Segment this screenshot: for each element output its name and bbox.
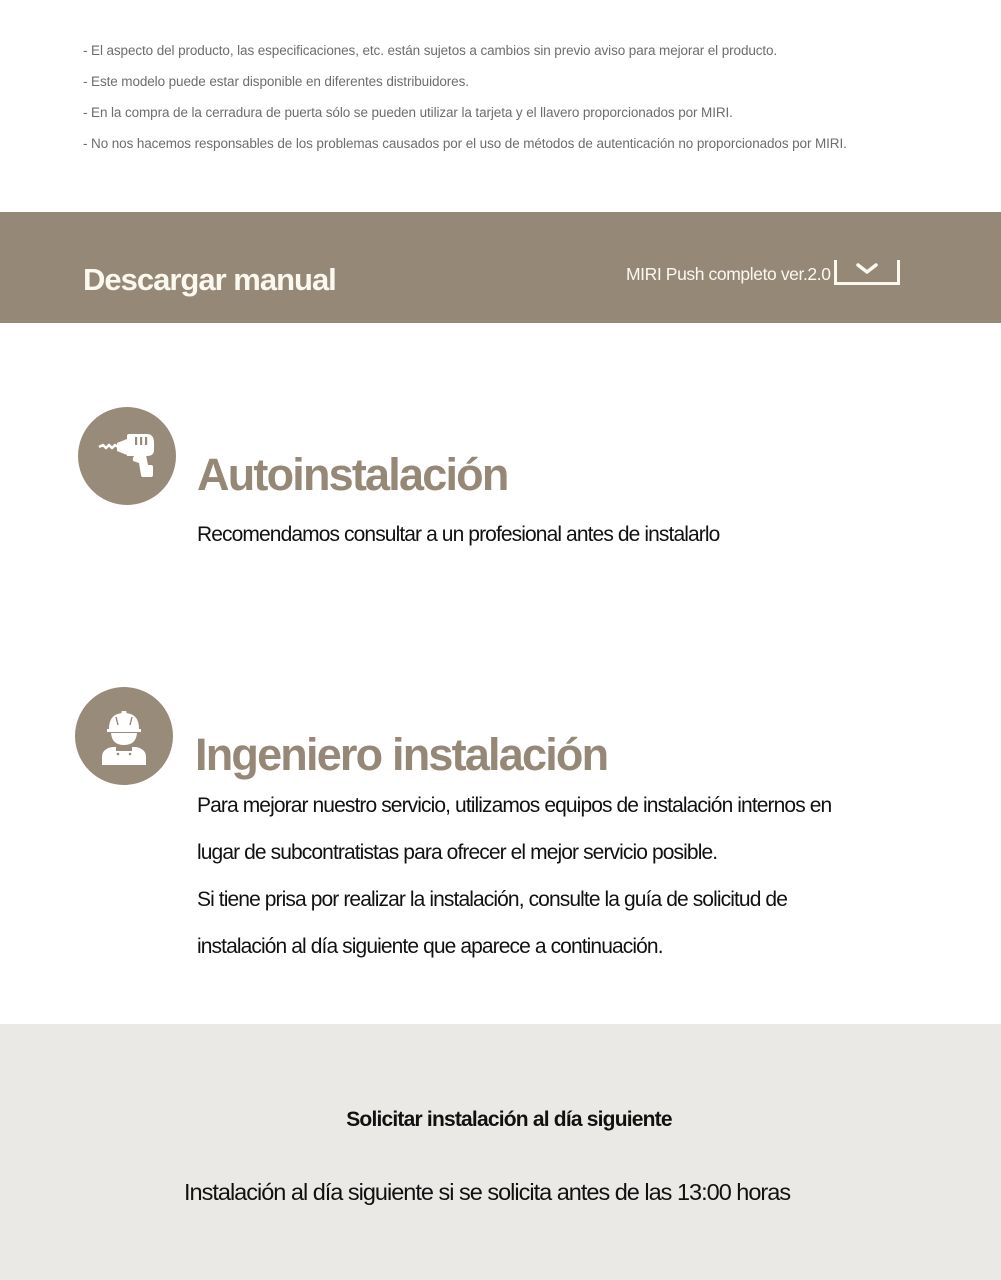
- next-day-install-title: Solicitar instalación al día siguiente: [346, 1108, 672, 1131]
- download-manual-title: Descargar manual: [83, 262, 336, 297]
- next-day-install-note: Instalación al día siguiente si se solicita antes de las 13:00 horas: [184, 1179, 791, 1205]
- notice-item: - El aspecto del producto, las especificaciones, etc. están sujetos a cambios sin previo aviso para mejorar el producto.: [83, 43, 778, 58]
- engineer-text-line: Para mejorar nuestro servicio, utilizamos equipos de instalación internos en: [197, 794, 832, 817]
- notice-item: - No nos hacemos responsables de los problemas causados por el uso de métodos de autenticación no proporcionados por MIRI.: [83, 136, 847, 151]
- drill-icon-badge: [78, 407, 176, 505]
- engineer-icon: [96, 707, 152, 765]
- engineer-text-line: Si tiene prisa por realizar la instalación, consulte la guía de solicitud de: [197, 888, 787, 911]
- download-icon: [834, 260, 900, 285]
- engineer-install-text: [197, 794, 831, 982]
- engineer-text-line: lugar de subcontratistas para ofrecer el mejor servicio posible.: [197, 841, 718, 864]
- self-install-text: Recomendamos consultar a un profesional antes de instalarlo: [197, 523, 720, 546]
- self-install-title: Autoinstalación: [197, 449, 508, 500]
- engineer-text-line: instalación al día siguiente que aparece a continuación.: [197, 935, 663, 958]
- engineer-icon-badge: [75, 687, 173, 785]
- notice-item: - En la compra de la cerradura de puerta sólo se pueden utilizar la tarjeta y el llavero proporcionados por MIRI.: [83, 105, 733, 120]
- product-notices: [83, 40, 963, 164]
- engineer-install-title: Ingeniero instalación: [195, 729, 608, 780]
- notice-item: - Este modelo puede estar disponible en diferentes distribuidores.: [83, 74, 469, 89]
- drill-icon: [97, 433, 157, 479]
- download-manual-band: [0, 212, 1001, 323]
- manual-name: MIRI Push completo ver.2.0: [626, 264, 831, 284]
- download-manual-link[interactable]: [626, 260, 900, 286]
- next-day-install-band: [0, 1024, 1001, 1280]
